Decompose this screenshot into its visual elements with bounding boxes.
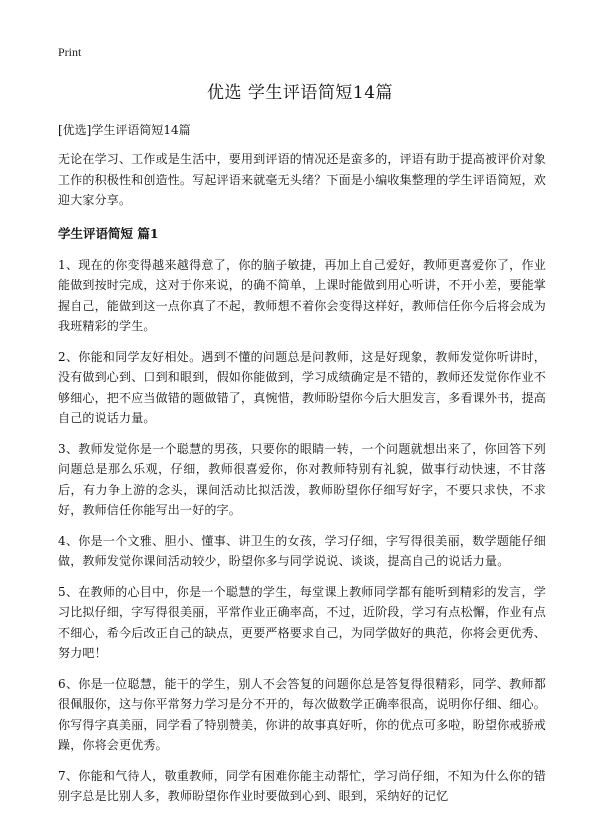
document-body bbox=[58, 149, 546, 817]
comment-paragraph-1: 1、现在的你变得越来越得意了，你的脑子敏捷，再加上自己爱好，教师更喜爱你了，作业能做到按时完成，这对于你来说，的确不简单，上课时能做到用心听讲，不开小差，要能掌握自己，能做到这一点你真了不起，教师想不着你会变得这样好，教师信任你今后将会成为我班精彩的学生。 bbox=[58, 257, 547, 333]
comment-paragraph-3: 3、教师发觉你是一个聪慧的男孩，只要你的眼睛一转，一个问题就想出来了，你回答下列问题总是那么乐观，仔细，教师很喜爱你，你对教师特别有礼貌，做事行动快速，不甘落后，有力争上游的念头，课间活动比拟活泼，教师盼望你仔细写好字，不要只求快，不求好，教师信任你能写出一好的字。 bbox=[58, 441, 546, 517]
document-title: 优选 学生评语简短14篇 bbox=[206, 83, 394, 103]
comment-paragraph-7: 7、你能和气待人，敬重教师，同学有困难你能主动帮忙，学习尚仔细，不知为什么你的错别字总是比别人多，教师盼望你作业时要做到心到、眼到，采纳好的记忆 bbox=[58, 768, 546, 803]
comment-paragraph-5: 5、在教师的心目中，你是一个聪慧的学生，每堂课上教师同学都有能听到精彩的发言，学习比拟仔细，字写得很美丽，平常作业正确率高，不过，近阶段，学习有点松懈，作业有点不细心，希今后改正自己的缺点，更要严格要求自己，为同学做好的典范，你将会更优秀、努力吧！ bbox=[58, 584, 547, 660]
intro-paragraph: 无论在学习、工作或是生活中，要用到评语的情况还是蛮多的，评语有助于提高被评价对象工作的积极性和创造性。写起评语来就毫无头绪？下面是小编收集整理的学生评语简短，欢迎大家分享。 bbox=[58, 152, 547, 207]
section-heading: 学生评语简短 篇1 bbox=[58, 225, 159, 241]
comment-paragraph-6: 6、你是一位聪慧，能干的学生，别人不会答复的问题你总是答复得很精彩，同学、教师都很佩服你，这与你平常努力学习是分不开的，每次做数学正确率很高，说明你仔细、细心。你写得字真美丽，同学看了特别赞美，你讲的故事真好听，你的优点可多啦，盼望你戒骄戒躁，你将会更优秀。 bbox=[58, 676, 547, 752]
comment-paragraph-4: 4、你是一个文雅、胆小、懂事、讲卫生的女孩，学习仔细，字写得很美丽，数学题能仔细做，教师发觉你课间活动较少，盼望你多与同学说说、谈谈，提高自己的说话力量。 bbox=[58, 533, 546, 568]
document-subtitle: [优选]学生评语简短14篇 bbox=[58, 123, 191, 137]
comment-paragraph-2: 2、你能和同学友好相处。遇到不懂的问题总是问教师，这是好现象，教师发觉你听讲时，没有做到心到、口到和眼到，假如你能做到，学习成绩确定是不错的，教师还发觉你作业不够细心，把不应当做错的题做错了，真惋惜，教师盼望你今后大胆发言，多看课外书，提高自己的说话力量。 bbox=[58, 349, 547, 425]
print-link[interactable]: Print bbox=[58, 45, 82, 59]
